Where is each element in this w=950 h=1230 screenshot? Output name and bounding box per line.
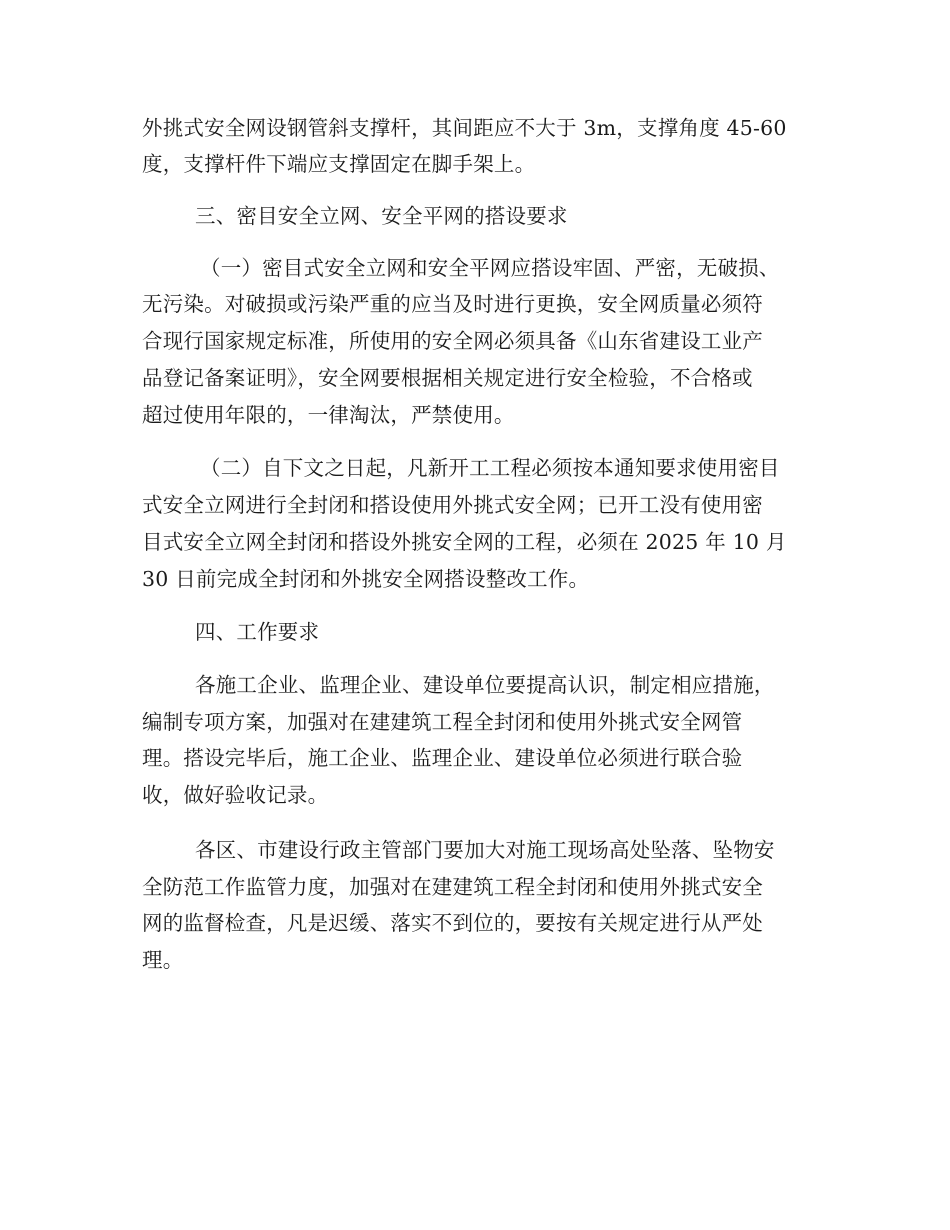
- body-text-line: 品登记备案证明》，安全网要根据相关规定进行安全检验，不合格或: [142, 366, 753, 390]
- body-text-line: 全防范工作监管力度，加强对在建建筑工程全封闭和使用外挑式安全: [142, 875, 763, 899]
- body-text-line: 编制专项方案，加强对在建建筑工程全封闭和使用外挑式安全网管: [142, 710, 743, 734]
- body-text-line: 外挑式安全网设钢管斜支撑杆，其间距应不大于 3m，支撑角度 45-60: [142, 116, 787, 140]
- body-text-line: 网的监督检查，凡是迟缓、落实不到位的，要按有关规定进行从严处: [142, 911, 763, 935]
- body-text-line: 合现行国家规定标准，所使用的安全网必须具备《山东省建设工业产: [142, 329, 763, 353]
- body-text-line: 超过使用年限的，一律淘汰，严禁使用。: [142, 403, 515, 427]
- section-heading-4: 四、工作要求: [195, 620, 320, 644]
- body-text-line: 目式安全立网全封闭和搭设外挑安全网的工程，必须在 2025 年 10 月: [142, 530, 787, 554]
- body-text-line: （二）自下文之日起，凡新开工工程必须按本通知要求使用密目: [200, 456, 780, 480]
- body-text-line: （一）密目式安全立网和安全平网应搭设牢固、严密，无破损、: [200, 256, 780, 280]
- body-text-line: 式安全立网进行全封闭和搭设使用外挑式安全网；已开工没有使用密: [142, 493, 763, 517]
- body-text-line: 各施工企业、监理企业、建设单位要提高认识，制定相应措施，: [195, 673, 775, 697]
- body-text-line: 各区、市建设行政主管部门要加大对施工现场高处坠落、坠物安: [195, 838, 775, 862]
- body-text-line: 理。搭设完毕后，施工企业、监理企业、建设单位必须进行联合验: [142, 746, 743, 770]
- body-text-line: 收，做好验收记录。: [142, 783, 329, 807]
- body-text-line: 无污染。对破损或污染严重的应当及时进行更换，安全网质量必须符: [142, 292, 763, 316]
- body-text-line: 度，支撑杆件下端应支撑固定在脚手架上。: [142, 152, 536, 176]
- section-heading-3: 三、密目安全立网、安全平网的搭设要求: [195, 204, 568, 228]
- body-text-line: 30 日前完成全封闭和外挑安全网搭设整改工作。: [142, 567, 590, 591]
- body-text-line: 理。: [142, 948, 184, 972]
